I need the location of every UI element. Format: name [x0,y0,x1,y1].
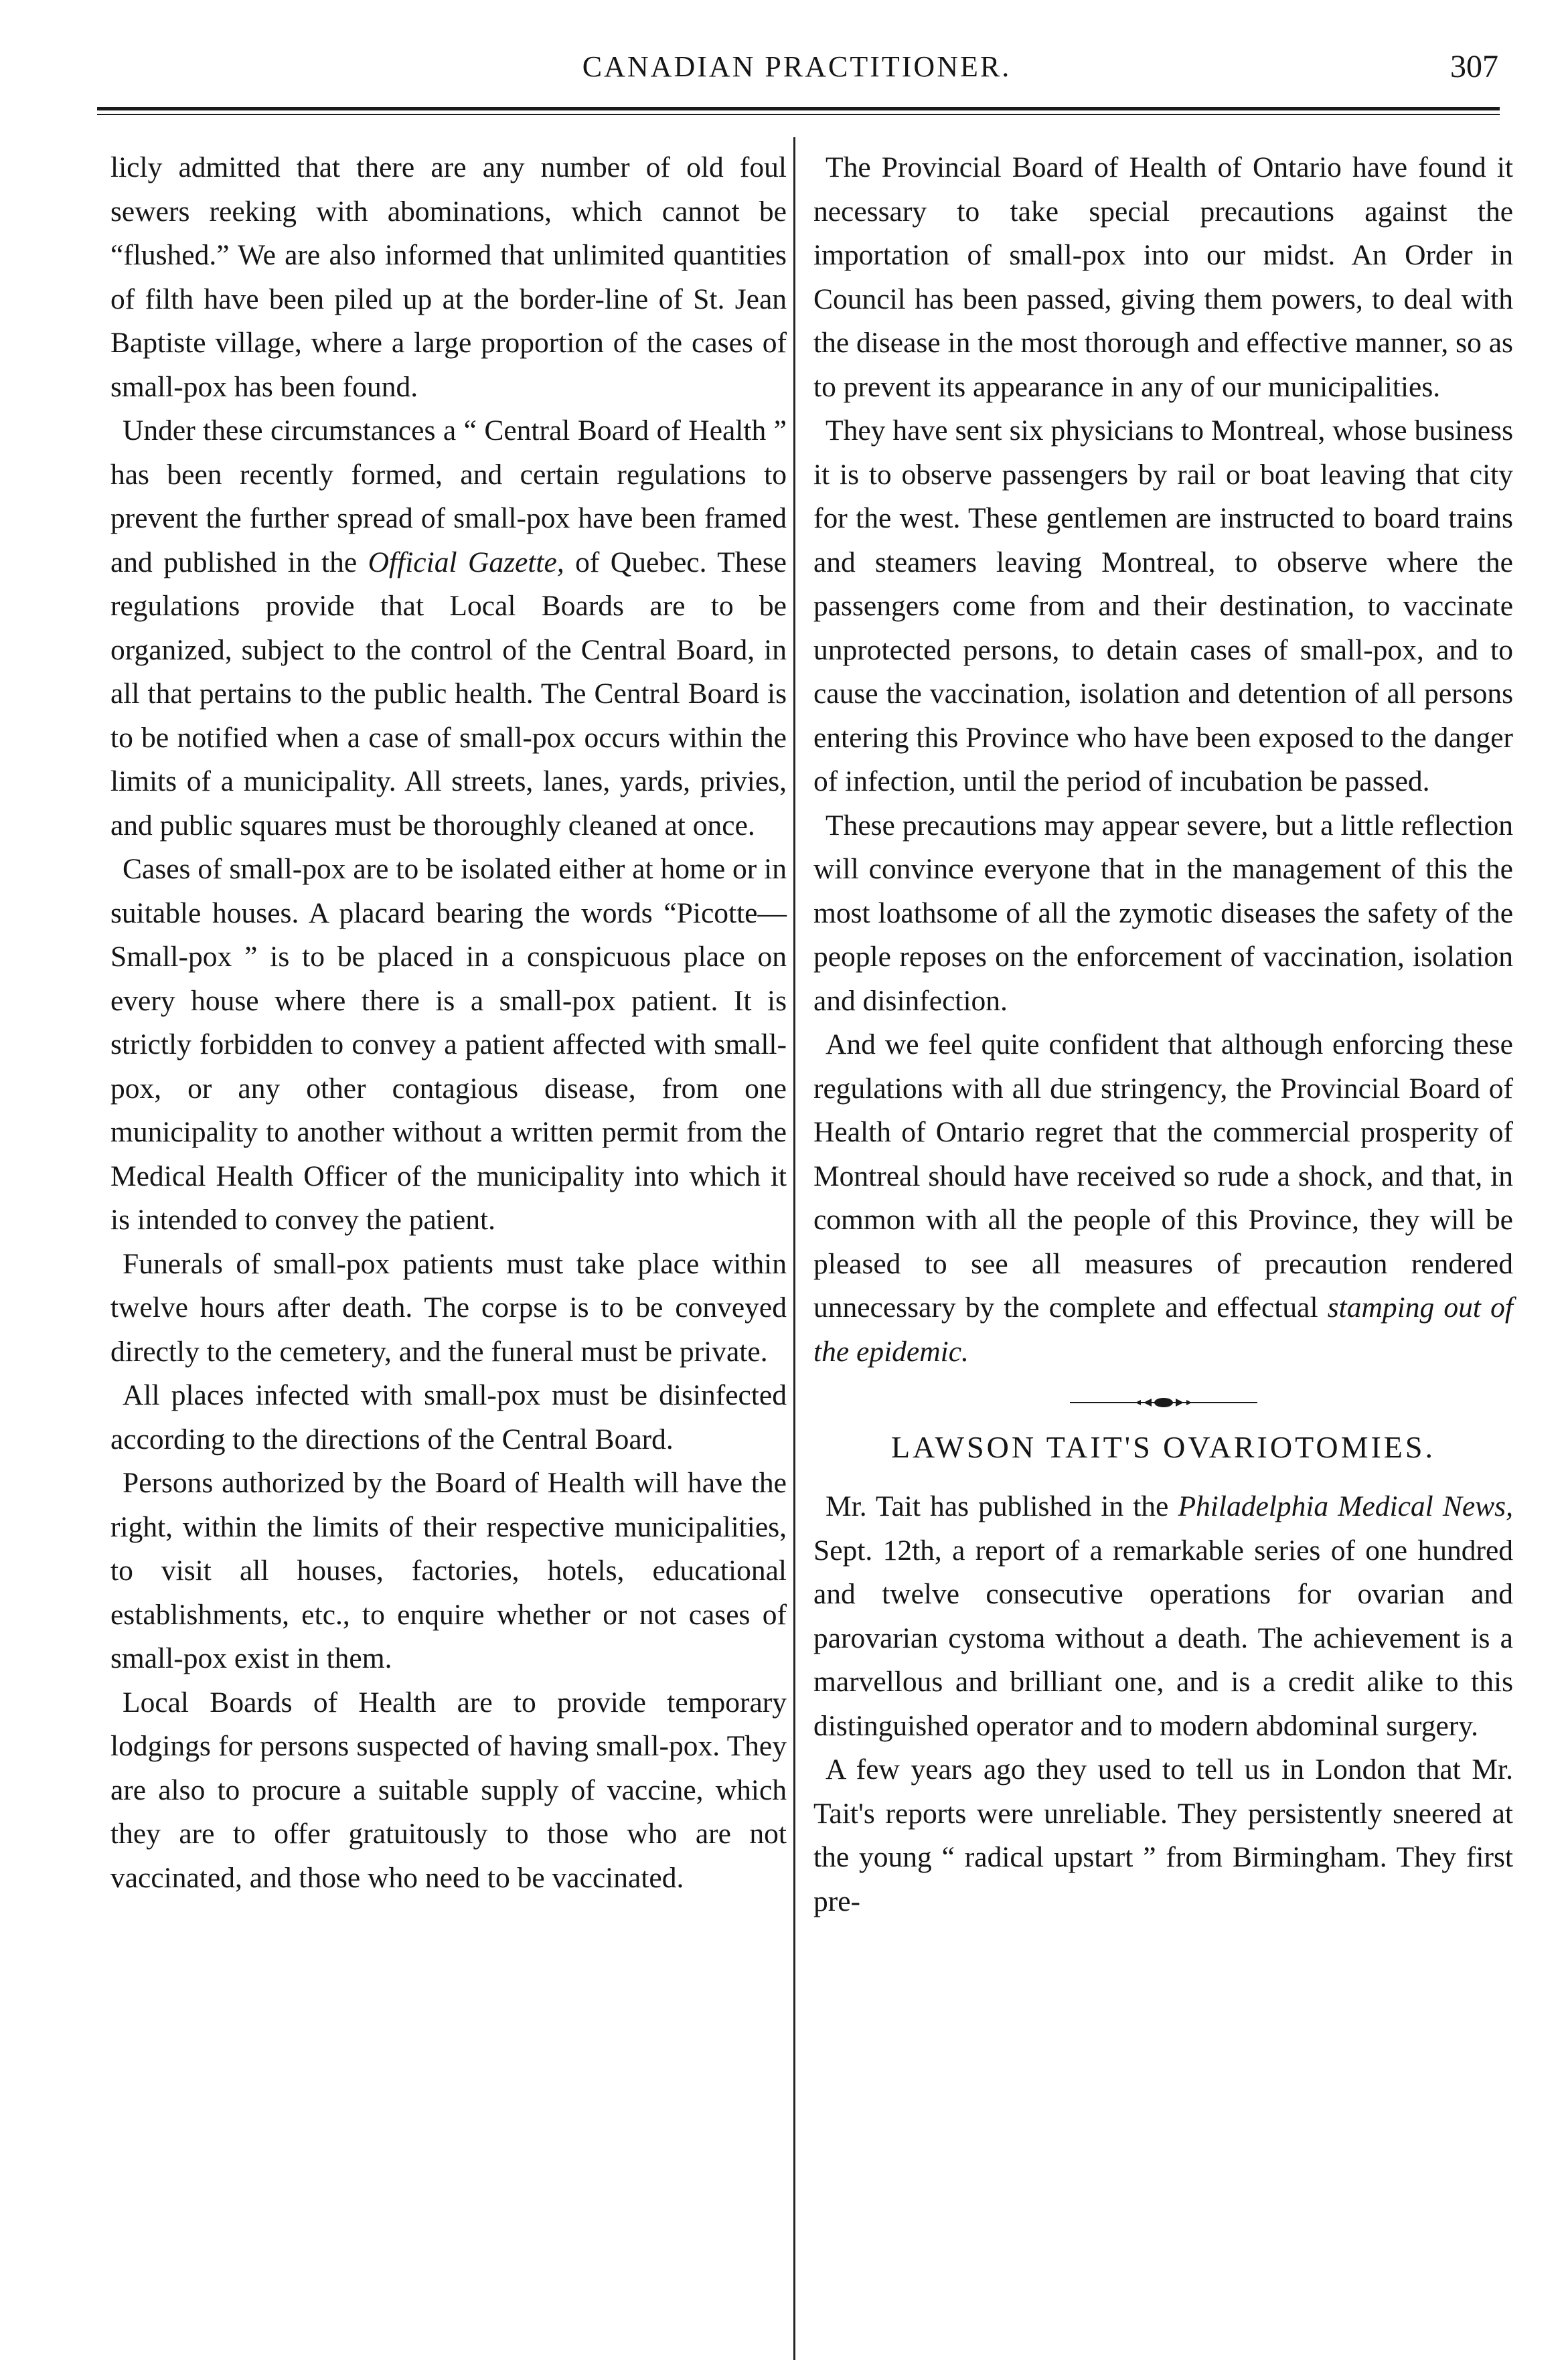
paragraph-text: Mr. Tait has published in the [826,1490,1178,1522]
paragraph: Persons authorized by the Board of Health will have the right, within the limits of their respective municipalities, to visit all houses, factories, hotels, educational establishments, etc., to enquire whether or not cases of small-pox exist in them. [110,1467,787,1674]
paragraph: The Provincial Board of Health of Ontario have found it necessary to take special precautions against the importation of small-pox into our midst. An Order in Council has been passed, giving them powers, to deal with the disease in the most thorough and effective manner, so as to prevent its appearance in any of our municipalities. [813,151,1513,403]
section-divider-ornament [1063,1393,1264,1413]
italic-publication-title: Philadelphia Medical News, [1178,1490,1513,1522]
page-number: 307 [1450,49,1498,84]
paragraph [813,1023,1513,1374]
paragraph-text: And we feel quite confident that although enforcing these regulations with all due stringency, the Provincial Board of Health of Ontario regret that the commercial prosperity of Montreal should have received so rude a shock, and that, in common with all the people of this Province, they will be pleased to see all measures of precaution rendered unnecessary by the complete and effectual [813,1028,1513,1324]
running-title: CANADIAN PRACTITIONER. [582,50,1012,83]
paragraph: licly admitted that there are any number of old foul sewers reeking with abominations, which cannot be “flushed.” We are also informed that unlimited quantities of filth have been piled up at the border-line of St. Jean Baptiste village, where a large proportion of the cases of small-pox has been found. [110,151,787,403]
section-heading: LAWSON TAIT'S OVARIOTOMIES. [890,1430,1435,1464]
header-rule-thick [97,107,1500,110]
paragraph: Funerals of small-pox patients must take place within twelve hours after death. The corpse is to be conveyed directly to the cemetery, and the funeral must be private. [110,1247,787,1368]
paragraph-text: Sept. 12th, a report of a remarkable series of one hundred and twelve consecutive operations for ovarian and parovarian cystoma without a death. The achievement is a marvellous and brilliant one, and is a credit alike to this distinguished operator and to modern abdominal surgery. [813,1534,1513,1742]
italic-phrase: stamping out of the epidemic. [813,1291,1514,1368]
paragraph: All places infected with small-pox must be disinfected according to the directions of the Central Board. [110,1379,787,1455]
column-divider [793,137,795,2360]
paragraph: Local Boards of Health are to provide temporary lodgings for persons suspected of having small-pox. They are also to procure a suitable supply of vaccine, which they are to offer gratuitously to those who are not vaccinated, and those who need to be vaccinated. [110,1686,787,1894]
paragraph: Cases of small-pox are to be isolated either at home or in suitable houses. A placard bearing the words “Picotte—Small-pox ” is to be placed in a conspicuous place on every house where there is a small-pox patient. It is strictly forbidden to convey a patient affected with small-pox, or any other contagious disease, from one municipality to another without a written permit from the Medical Health Officer of the municipality into which it is intended to convey the patient. [110,853,787,1236]
italic-publication-title: Official Gazette, [368,546,564,578]
paragraph-text: of Quebec. These regulations provide that Local Boards are to be organized, subject to the control of the Central Board, in all that pertains to the public health. The Central Board is to be notified when a case of small-pox occurs within the limits of a municipality. All streets, lanes, yards, privies, and public squares must be thoroughly cleaned at once. [110,546,787,842]
left-column [110,146,787,1900]
paragraph-text: Under these circumstances a “ Central Board of Health ” has been recently formed, and certain regulations to prevent the further spread of small-pox have been framed and published in the [110,414,787,578]
header-rule-thin [97,114,1500,115]
paragraph: They have sent six physicians to Montreal, whose business it is to observe passengers by rail or boat leaving that city for the west. These gentlemen are instructed to board trains and steamers leaving Montreal, to observe where the passengers come from and their destination, to vaccinate unprotected persons, to detain cases of small-pox, and to cause the vaccination, isolation and detention of all persons entering this Province who have been exposed to the danger of infection, until the period of incubation be passed. [813,414,1513,797]
paragraph [110,409,787,848]
right-column [813,146,1513,1923]
running-header [87,46,1506,99]
paragraph: These precautions may appear severe, but a little reflection will convince everyone that in the management of this the most loathsome of all the zymotic diseases the safety of the people reposes on the enforcement of vaccination, isolation and disinfection. [813,809,1513,1017]
paragraph: A few years ago they used to tell us in London that Mr. Tait's reports were unreliable. They persistently sneered at the young “ radical upstart ” from Birmingham. They first pre- [813,1753,1513,1917]
paragraph [813,1485,1513,1748]
